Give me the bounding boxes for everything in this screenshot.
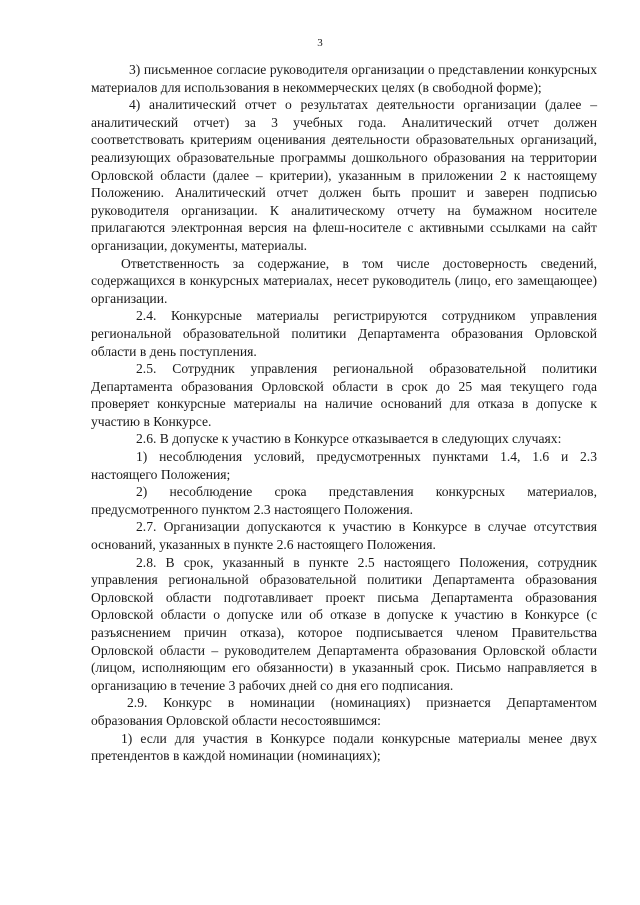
paragraph-item-4-analytical-report: 4) аналитический отчет о результатах деятельности организации (далее – аналитический отчет) за 3 учебных года. Аналитический отчет должен соответствовать критериям оценивания деятельности образовательных организаций, реализующих образовательные программы дошкольного образования на территории Орловской области (далее – критерии), указанным в приложении 2 к настоящему Положению. Аналитический отчет должен быть прошит и заверен подписью руководителя организации. К аналитическому отчету на бумажном носителе прилагаются электронная версия на флеш-носителе с активными ссылками на сайт организации, документы, материалы.	[91, 97, 597, 253]
paragraph-2-7: 2.7. Организации допускаются к участию в Конкурсе в случае отсутствия оснований, указанных в пункте 2.6 настоящего Положения.	[91, 519, 597, 553]
paragraph-2-4: 2.4. Конкурсные материалы регистрируются сотрудником управления региональной образовательной политики Департамента образования Орловской области в день поступления.	[91, 308, 597, 359]
paragraph-item-3-consent: 3) письменное согласие руководителя организации о представлении конкурсных материалов для использования в некоммерческих целях (в свободной форме);	[91, 62, 597, 95]
document-body	[91, 61, 597, 765]
paragraph-2-6-item-1: 1) несоблюдения условий, предусмотренных пунктами 1.4, 1.6 и 2.3 настоящего Положения;	[91, 449, 597, 482]
paragraph-2-8: 2.8. В срок, указанный в пункте 2.5 настоящего Положения, сотрудник управления региональной образовательной политики Департамента образования Орловской области подготавливает проект письма Департамента образования Орловской области о допуске или об отказе в допуске к участию в Конкурсе (с разъяснением причин отказа), которое подписывается членом Правительства Орловской области – руководителем Департамента образования Орловской области (лицом, исполняющим его обязанности) в указанный срок. Письмо направляется в организацию в течение 3 рабочих дней со дня его подписания.	[91, 554, 597, 693]
paragraph-2-6: 2.6. В допуске к участию в Конкурсе отказывается в следующих случаях:	[136, 431, 562, 447]
paragraph-2-9-item-1: 1) если для участия в Конкурсе подали конкурсные материалы менее двух претендентов в каждой номинации (номинациях);	[91, 730, 597, 764]
paragraph-2-5: 2.5. Сотрудник управления региональной образовательной политики Департамента образования Орловской области в срок до 25 мая текущего года проверяет конкурсные материалы на наличие оснований для отказа в допуске к участию в Конкурсе.	[91, 361, 597, 429]
paragraph-responsibility: Ответственность за содержание, в том числе достоверность сведений, содержащихся в конкурсных материалах, несет руководитель (лицо, его замещающее) организации.	[91, 255, 597, 306]
paragraph-2-6-item-2: 2) несоблюдение срока представления конкурсных материалов, предусмотренного пунктом 2.3 настоящего Положения.	[91, 484, 597, 517]
page-number: 3	[317, 37, 323, 49]
paragraph-2-9: 2.9. Конкурс в номинации (номинациях) признается Департаментом образования Орловской области несостоявшимся:	[91, 695, 597, 728]
